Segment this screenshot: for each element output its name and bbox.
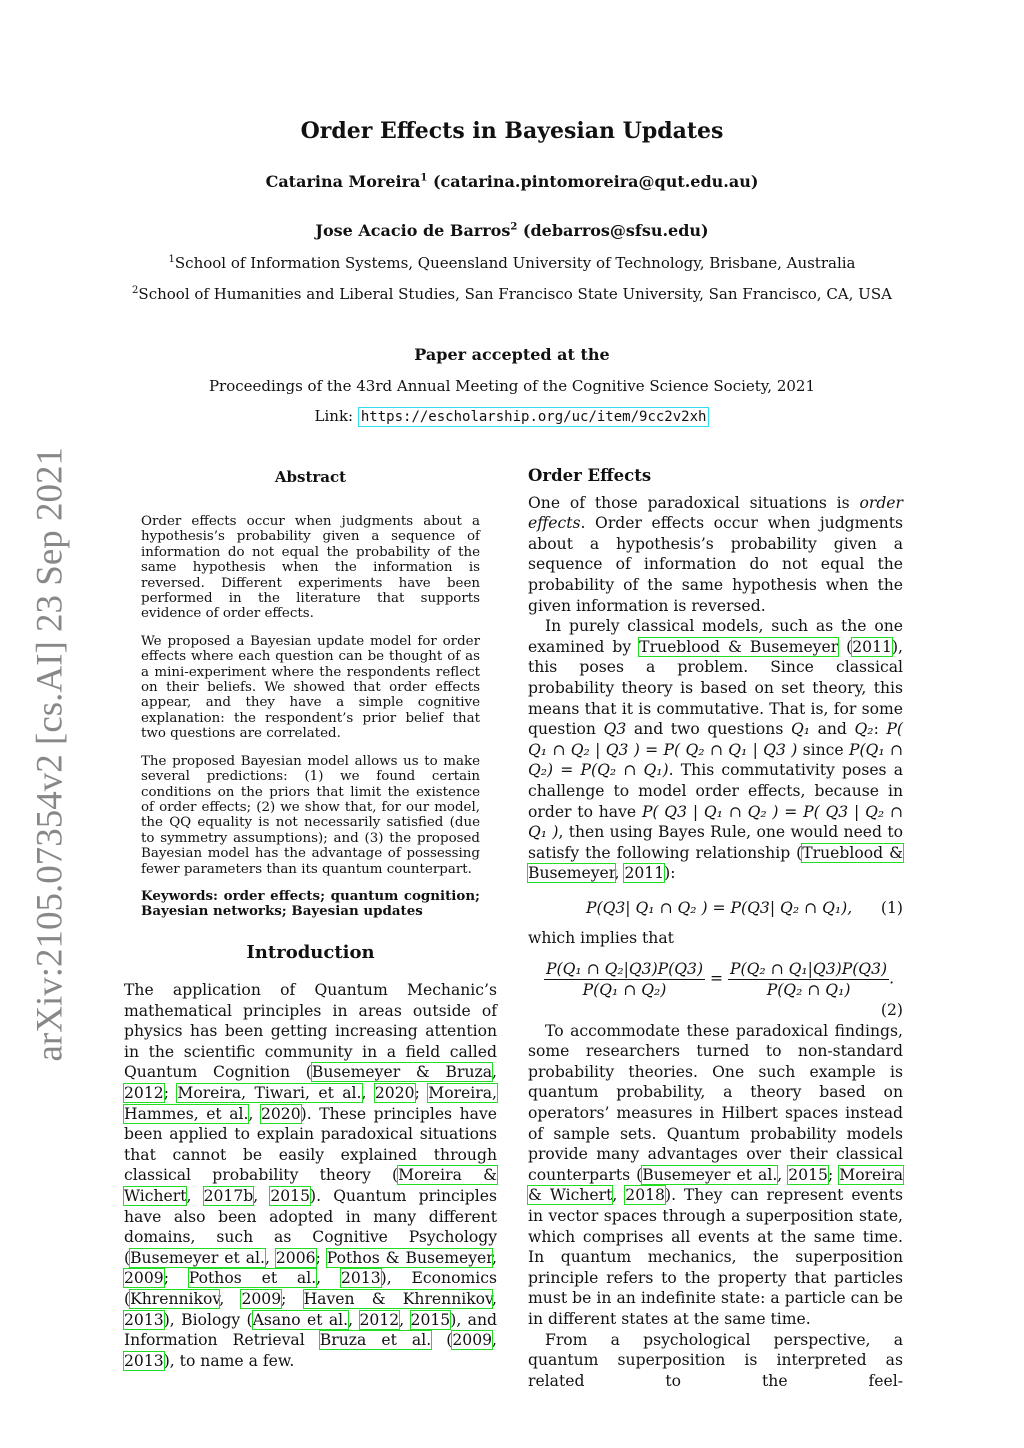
- affiliation-text: School of Information Systems, Queensland University of Technology, Brisbane, Australia: [174, 254, 856, 272]
- arxiv-stamp: arXiv:2105.07354v2 [cs.AI] 23 Sep 2021: [29, 446, 71, 1062]
- introduction-body: [124, 980, 497, 1371]
- math-inline: P(Q₁ ∩ Q₂) = P(Q₂ ∩ Q₁): [528, 740, 903, 780]
- citation-link[interactable]: Moreira & Wichert: [124, 1166, 497, 1205]
- math-inline: order effects: [528, 493, 903, 533]
- citation-link[interactable]: Busemeyer & Bruza: [311, 1063, 493, 1082]
- order-paragraph: From a psychological perspective, a quantum superposition is interpreted as related to the feel-: [528, 1330, 903, 1390]
- order-paragraph: One of those paradoxical situations is order effects. Order effects occur when judgments about a hypothesis’s probability given a sequence of information do not equal the probability of the same hypothesis when the given information is reversed.: [528, 493, 903, 615]
- affiliation-mark: 1: [420, 172, 428, 184]
- affiliation-text: School of Humanities and Liberal Studies, San Francisco State University, San Francisco, CA, USA: [138, 285, 892, 303]
- citation-link[interactable]: 2009: [241, 1289, 282, 1308]
- abstract-paragraph: The proposed Bayesian model allows us to make several predictions: (1) we found certain conditions on the priors that limit the existence of order effects; (2) we show that, for our model, the QQ equality is not necessarily satisfied (due to symmetry assumptions); and (3) the proposed Bayesian model has the advantage of possessing fewer parameters than its quantum counterpart.: [141, 753, 480, 877]
- citation-link[interactable]: Haven & Khrennikov: [303, 1289, 493, 1308]
- citation-link[interactable]: 2006: [275, 1248, 316, 1267]
- citation-link[interactable]: Pothos et al.: [188, 1269, 317, 1288]
- math-inline: P( Q₁ ∩ Q₂ | Q3 ) = P( Q₂ ∩ Q₁ | Q3 ): [528, 720, 903, 759]
- affiliation-mark: 2: [132, 285, 139, 296]
- paper-title: Order Effects in Bayesian Updates: [300, 118, 724, 144]
- citation-link[interactable]: 2009: [452, 1331, 493, 1350]
- math-inline: Q3: [603, 720, 627, 739]
- paper-link[interactable]: https://escholarship.org/uc/item/9cc2v2xh: [358, 407, 710, 427]
- author-1: [0, 172, 1024, 191]
- author-email: (catarina.pintomoreira@qut.edu.au): [432, 172, 759, 191]
- citation-link[interactable]: 2012: [359, 1310, 400, 1329]
- citation-link[interactable]: 2013: [124, 1310, 164, 1329]
- affiliation-1: [0, 254, 1024, 272]
- citation-link[interactable]: 2020: [374, 1083, 415, 1102]
- denominator: P(Q₂ ∩ Q₁): [766, 981, 851, 1000]
- author-2: [0, 221, 1024, 240]
- citation-link[interactable]: 2009: [124, 1269, 164, 1288]
- citation-link[interactable]: Pothos & Busemeyer: [326, 1248, 493, 1267]
- affiliation-2: [0, 285, 1024, 303]
- math-inline: Q₁: [790, 720, 810, 739]
- citation-link[interactable]: Busemeyer et al.: [130, 1248, 265, 1267]
- citation-link[interactable]: Trueblood & Busemeyer: [639, 637, 839, 656]
- citation-link[interactable]: Moreira, Tiwari, et al.: [177, 1083, 362, 1102]
- citation-link[interactable]: Busemeyer et al.: [642, 1165, 778, 1184]
- citation-link[interactable]: 2015: [410, 1310, 451, 1329]
- equation-1-body: P(Q3| Q₁ ∩ Q₂ ) = P(Q3| Q₂ ∩ Q₁),: [586, 898, 853, 917]
- affiliation-mark: 1: [168, 254, 175, 265]
- numerator: P(Q₂ ∩ Q₁|Q3)P(Q3): [730, 960, 888, 979]
- citation-link[interactable]: 2011: [624, 864, 665, 883]
- math-inline: P( Q3 | Q₁ ∩ Q₂ ) = P( Q3 | Q₂ ∩ Q₁ ): [528, 802, 903, 842]
- author-email: (debarros@sfsu.edu): [522, 221, 709, 240]
- citation-link[interactable]: Trueblood & Busemeyer: [528, 843, 903, 883]
- numerator: P(Q₁ ∩ Q₂|Q3)P(Q3): [546, 960, 704, 979]
- citation-link[interactable]: Khrennikov: [130, 1289, 220, 1308]
- equation-number: (2): [880, 1001, 903, 1020]
- keywords-label: Keywords:: [141, 887, 219, 904]
- abstract-paragraph: We proposed a Bayesian update model for order effects where each question can be thought of as a mini-experiment where the respondents reflect on their beliefs. We showed that order effects appear, and they have a simple cognitive explanation: the respondent’s prior belief that two questions are correlated.: [141, 633, 480, 742]
- affiliation-mark: 2: [510, 221, 518, 233]
- link-label: Link:: [314, 407, 354, 425]
- citation-link[interactable]: Moreira & Wichert: [528, 1165, 904, 1205]
- keywords-text: order effects; quantum cognition; Bayesian networks; Bayesian updates: [141, 887, 481, 920]
- keywords: [141, 889, 480, 920]
- accepted-note: Paper accepted at the: [414, 345, 610, 364]
- order-paragraph: To accommodate these paradoxical findings, some researchers turned to non-standard probability theories. One such example is quantum probability, a theory based on operators’ measures in Hilbert spaces instead of sample sets. Quantum probability models provide many advantages over their classical counterparts (Busemeyer et al., 2015; Moreira & Wichert, 2018). They can represent events in vector spaces through a superposition state, which comprises all events at the same time. In quantum mechanics, the superposition principle refers to the property that particles must be in an indefinite state: a particle can be in different states at the same time.: [528, 1021, 904, 1328]
- denominator: P(Q₁ ∩ Q₂): [582, 981, 667, 1000]
- abstract: [141, 514, 480, 932]
- citation-link[interactable]: 2017b: [203, 1186, 254, 1205]
- equation-1: [586, 898, 903, 919]
- citation-link[interactable]: 2013: [124, 1351, 164, 1370]
- citation-link[interactable]: 2012: [124, 1083, 164, 1102]
- implies-text: which implies that: [528, 929, 674, 948]
- citation-link[interactable]: 2020: [260, 1104, 301, 1123]
- math-inline: Q₂: [854, 720, 874, 739]
- fraction-left: [544, 959, 705, 1000]
- author-name: Catarina Moreira: [265, 172, 421, 191]
- proceedings: Proceedings of the 43rd Annual Meeting of the Cognitive Science Society, 2021: [208, 377, 816, 395]
- citation-link[interactable]: 2018: [625, 1186, 665, 1205]
- abstract-heading: Abstract: [274, 468, 347, 486]
- citation-link[interactable]: Bruza et al.: [319, 1331, 432, 1350]
- intro-paragraph: The application of Quantum Mechanic’s mathematical principles in areas outside of physics has been getting increasing attention in the scientific community in a field called Quantum Cognition (Busemeyer & Bruza, 2012; Moreira, Tiwari, et al., 2020; Moreira, Hammes, et al., 2020). These principles have been applied to explain paradoxical situations that cannot be easily explained through classical probability theory (Moreira & Wichert, 2017b, 2015). Quantum principles have also been adopted in many different domains, such as Cognitive Psychology (Busemeyer et al., 2006; Pothos & Busemeyer, 2009; Pothos et al., 2013), Economics (Khrennikov, 2009; Haven & Khrennikov, 2013), Biology (Asano et al., 2012, 2015), and Information Retrieval Bruza et al. (2009, 2013), to name a few.: [124, 981, 498, 1370]
- link-line: [0, 407, 1024, 425]
- order-effects-section: [528, 466, 903, 1391]
- equation-2: $\frac{\text{P(Q₁ ∩ Q₂|Q3)P(Q3)}}{\text{P(Q₁ ∩ Q₂)}}$ = $\frac{\text{P(Q₂ ∩ Q₁|Q3)P(Q3)}}{\text{P(Q₂ ∩ Q₁)}}$ .: [546, 960, 895, 1000]
- citation-link[interactable]: 2013: [340, 1269, 381, 1288]
- citation-link[interactable]: Asano et al.: [252, 1310, 349, 1329]
- citation-link[interactable]: 2015: [270, 1186, 311, 1205]
- order-paragraph: In purely classical models, such as the one examined by Trueblood & Busemeyer (2011), this poses a problem. Since classical probability theory is based on set theory, this means that it is commutative. That is, for some question Q3 and two questions Q₁ and Q₂: P( Q₁ ∩ Q₂ | Q3 ) = P( Q₂ ∩ Q₁ | Q3 ) since P(Q₁ ∩ Q₂) = P(Q₂ ∩ Q₁). This commutativity poses a challenge to model order effects, because in order to have P( Q3 | Q₁ ∩ Q₂ ) = P( Q3 | Q₂ ∩ Q₁ ), then using Bayes Rule, one would need to satisfy the following relationship (Trueblood & Busemeyer, 2011):: [528, 617, 904, 883]
- introduction-heading: Introduction: [246, 942, 375, 963]
- fraction-right: [728, 959, 889, 1000]
- abstract-paragraph: Order effects occur when judgments about a hypothesis’s probability given a sequence of information do not equal the probability of the same hypothesis when the information is reversed. Different experiments have been performed in the literature that supports evidence of order effects.: [141, 514, 480, 622]
- citation-link[interactable]: 2015: [788, 1165, 828, 1184]
- author-name: Jose Acacio de Barros: [315, 221, 511, 240]
- citation-link[interactable]: Moreira, Hammes, et al.: [124, 1083, 497, 1123]
- equation-number: (1): [880, 898, 903, 917]
- citation-link[interactable]: 2011: [852, 637, 892, 656]
- order-effects-heading: Order Effects: [528, 466, 652, 485]
